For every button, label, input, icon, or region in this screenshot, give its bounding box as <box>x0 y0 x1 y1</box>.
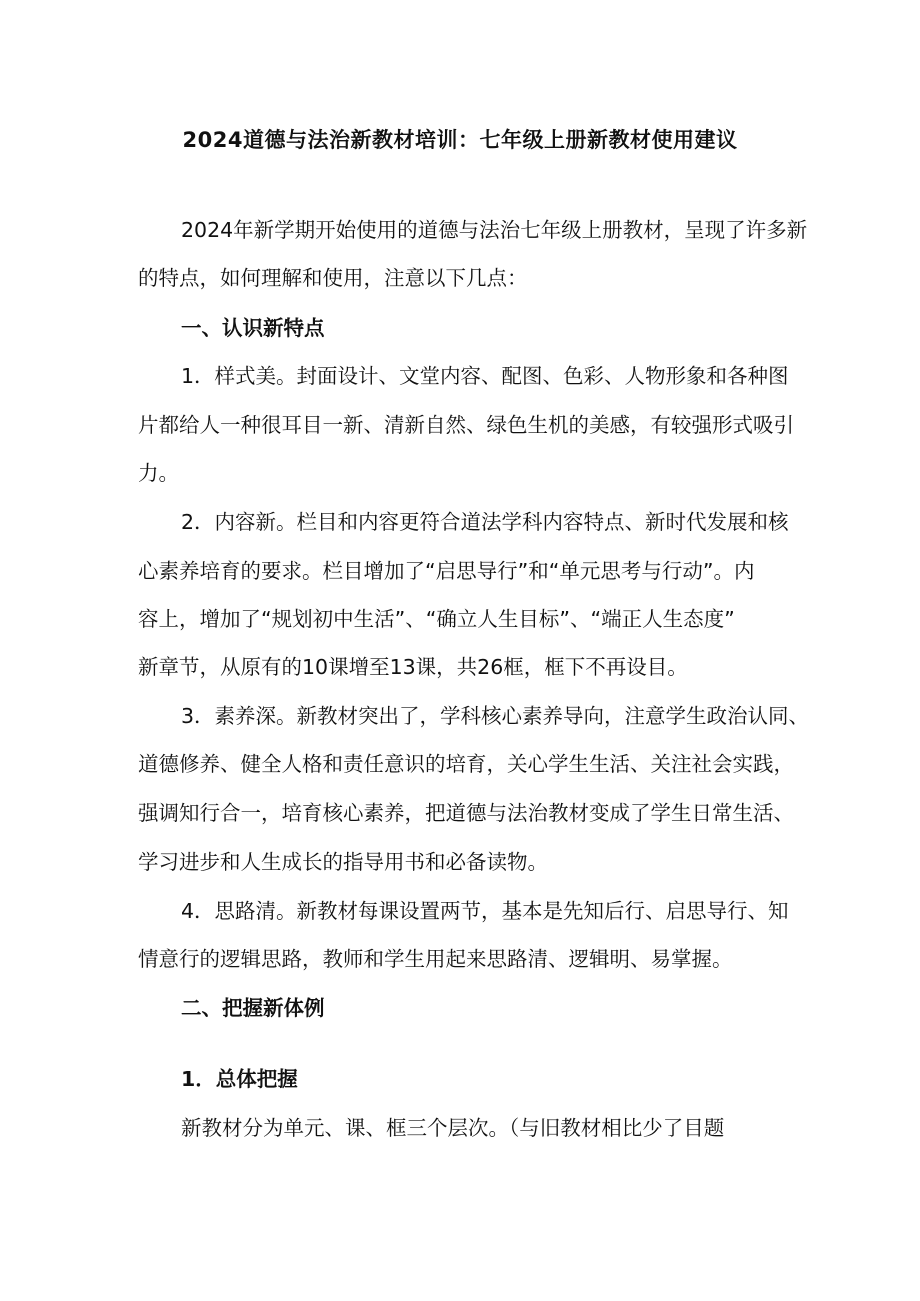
item3-line-4: 学习进步和人生成长的指导用书和必备读物。 <box>138 850 548 874</box>
intro-line-1: 2024年新学期开始使用的道德与法治七年级上册教材，呈现了许多新 <box>181 218 808 242</box>
section1-heading: 一、认识新特点 <box>181 316 325 340</box>
item1-line-3: 力。 <box>138 461 179 485</box>
section2-sub1-heading: 1．总体把握 <box>181 1067 298 1091</box>
item3-line-1: 3．素养深。新教材突出了，学科核心素养导向，注意学生政治认同、 <box>181 704 810 728</box>
intro-line-2: 的特点，如何理解和使用，注意以下几点： <box>138 266 528 290</box>
item1-line-1: 1．样式美。封面设计、文堂内容、配图、色彩、人物形象和各种图 <box>181 364 789 388</box>
item3-line-2: 道德修养、健全人格和责任意识的培育，关心学生生活、关注社会实践， <box>138 752 794 776</box>
item2-line-3: 容上，增加了“规划初中生活”、“确立人生目标”、“端正人生态度” <box>138 607 735 631</box>
item2-line-1: 2．内容新。栏目和内容更符合道法学科内容特点、新时代发展和核 <box>181 510 789 534</box>
page-title: 2024道德与法治新教材培训：七年级上册新教材使用建议 <box>182 128 738 152</box>
item2-line-4: 新章节，从原有的10课增至13课，共26框，框下不再设目。 <box>138 655 688 679</box>
item2-line-2: 心素养培育的要求。栏目增加了“启思导行”和“单元思考与行动”。内 <box>138 559 755 583</box>
item4-line-1: 4．思路清。新教材每课设置两节，基本是先知后行、启思导行、知 <box>181 899 789 923</box>
section2-heading: 二、把握新体例 <box>181 996 325 1020</box>
section2-paragraph: 新教材分为单元、课、框三个层次。（与旧教材相比少了目题 <box>181 1116 725 1140</box>
item3-line-3: 强调知行合一，培育核心素养，把道德与法治教材变成了学生日常生活、 <box>138 801 794 825</box>
item4-line-2: 情意行的逻辑思路，教师和学生用起来思路清、逻辑明、易掌握。 <box>138 947 733 971</box>
item1-line-2: 片都给人一种很耳目一新、清新自然、绿色生机的美感，有较强形式吸引 <box>138 413 794 437</box>
